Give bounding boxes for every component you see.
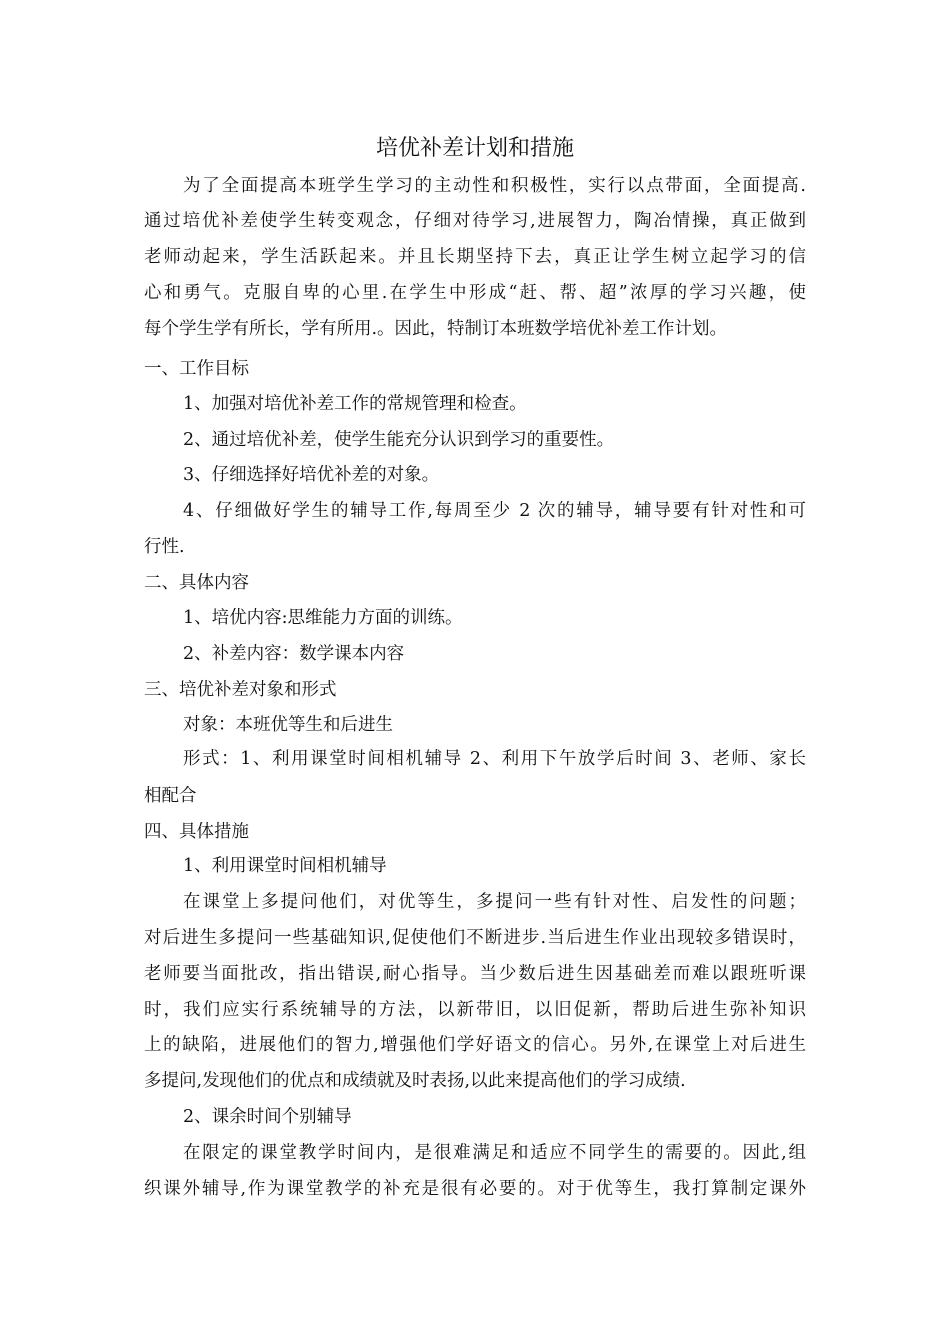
list-item: 1、培优内容:思维能力方面的训练。 <box>183 608 463 628</box>
list-item: 1、加强对培优补差工作的常规管理和检查。 <box>183 394 527 414</box>
list-item: 4、仔细做好学生的辅导工作,每周至少 2 次的辅导，辅导要有针对性和可 <box>183 501 806 521</box>
list-item: 2、补差内容：数学课本内容 <box>183 644 405 664</box>
text-line: 相配合 <box>144 786 197 806</box>
text-line: 对后进生多提问一些基础知识,促使他们不断进步.当后进生作业出现较多错误时， <box>144 928 806 948</box>
text-line: 形式：1、利用课堂时间相机辅导 2、利用下午放学后时间 3、老师、家长 <box>183 749 806 769</box>
document-title: 培优补差计划和措施 <box>375 136 574 161</box>
section-heading: 四、具体措施 <box>144 822 249 842</box>
text-line: 心和勇气。克服自卑的心里.在学生中形成“赶、帮、超”浓厚的学习兴趣，使 <box>144 283 806 303</box>
section-heading: 一、工作目标 <box>144 359 249 379</box>
text-line: 为了全面提高本班学生学习的主动性和积极性，实行以点带面，全面提高. <box>183 176 806 196</box>
section-heading: 二、具体内容 <box>144 573 249 593</box>
text-line: 行性. <box>144 537 185 557</box>
text-line: 对象：本班优等生和后进生 <box>183 715 393 735</box>
section-heading: 三、培优补差对象和形式 <box>144 680 337 700</box>
text-line: 在课堂上多提问他们，对优等生，多提问一些有针对性、启发性的问题； <box>183 892 806 912</box>
text-line: 织课外辅导,作为课堂教学的补充是很有必要的。对于优等生，我打算制定课外 <box>144 1179 806 1199</box>
subsection-heading: 1、利用课堂时间相机辅导 <box>183 856 387 876</box>
subsection-heading: 2、课余时间个别辅导 <box>183 1107 352 1127</box>
text-line: 上的缺陷，进展他们的智力,增强他们学好语文的信心。另外,在课堂上对后进生 <box>144 1035 806 1055</box>
list-item: 3、仔细选择好培优补差的对象。 <box>183 465 440 485</box>
text-line: 通过培优补差使学生转变观念，仔细对待学习,进展智力，陶冶情操，真正做到 <box>144 211 806 231</box>
text-line: 时，我们应实行系统辅导的方法，以新带旧，以旧促新，帮助后进生弥补知识 <box>144 1000 806 1020</box>
text-line: 老师动起来，学生活跃起来。并且长期坚持下去，真正让学生树立起学习的信 <box>144 247 806 267</box>
text-line: 在限定的课堂教学时间内，是很难满足和适应不同学生的需要的。因此,组 <box>183 1143 806 1163</box>
text-line: 老师要当面批改，指出错误,耐心指导。当少数后进生因基础差而难以跟班听课 <box>144 964 806 984</box>
text-line: 多提问,发现他们的优点和成绩就及时表扬,以此来提高他们的学习成绩. <box>144 1071 686 1091</box>
text-line: 每个学生学有所长，学有所用.。因此，特制订本班数学培优补差工作计划。 <box>144 319 728 339</box>
list-item: 2、通过培优补差，使学生能充分认识到学习的重要性。 <box>183 430 615 450</box>
